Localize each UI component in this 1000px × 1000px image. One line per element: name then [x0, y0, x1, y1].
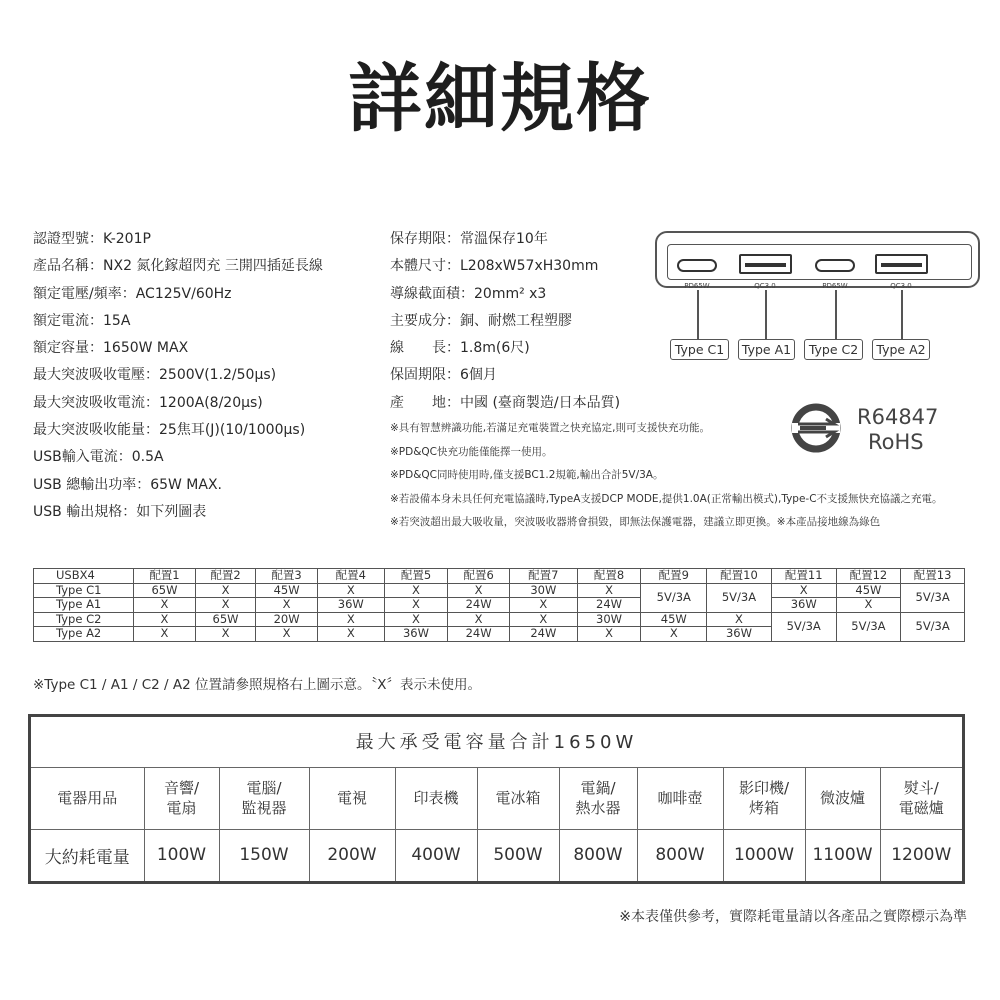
port-label: PD65W [822, 282, 848, 290]
appliance-cell: 電視 [309, 768, 395, 829]
column-header: 配置12 [836, 569, 901, 584]
port-label: QC3.0 [890, 282, 912, 290]
appliance-row [31, 768, 962, 829]
table-cell: X [317, 612, 384, 627]
usb-a2-port-icon [875, 254, 928, 274]
table-cell: 65W [195, 612, 256, 627]
table-row [34, 612, 965, 627]
table-cell: 5V/3A [771, 612, 836, 641]
column-header: 配置4 [317, 569, 384, 584]
table-cell: X [448, 583, 510, 598]
usb-config-table [33, 568, 965, 642]
spec-surge-voltage: 最大突波吸收電壓：2500V(1.2/50µs) [33, 367, 277, 384]
column-header: 配置5 [384, 569, 448, 584]
wattage-cell: 1200W [880, 829, 962, 881]
table-cell: 36W [771, 598, 836, 613]
usb-c2-port-icon [815, 259, 855, 272]
table-cell: 36W [707, 627, 772, 642]
table-corner: USBX4 [34, 569, 134, 584]
table-cell: X [134, 627, 196, 642]
power-consumption-table [31, 768, 962, 881]
type-a2-label: Type A2 [872, 339, 930, 360]
table-cell: 36W [317, 598, 384, 613]
spec-surge-current: 最大突波吸收電流：1200A(8/20µs) [33, 394, 263, 411]
table-cell: 45W [641, 612, 707, 627]
row-header: 電器用品 [31, 768, 144, 829]
spec-warranty: 保固期限：6個月 [390, 367, 497, 384]
table-cell: 24W [577, 598, 641, 613]
spec-usb-total-output: USB 總輸出功率：65W MAX. [33, 476, 222, 493]
wattage-cell: 500W [477, 829, 559, 881]
table-cell: X [195, 627, 256, 642]
column-header: 配置11 [771, 569, 836, 584]
column-header: 配置10 [707, 569, 772, 584]
row-header: 大約耗電量 [31, 829, 144, 881]
table-cell: 45W [836, 583, 901, 598]
spec-dimensions: 本體尺寸：L208xW57xH30mm [390, 258, 599, 275]
table-cell: 24W [448, 627, 510, 642]
table-cell: X [256, 627, 318, 642]
note-item: ※若設備本身未具任何充電協議時,TypeA支援DCP MODE,提供1.0A(正常輸出模式),Type-C不支援無快充協議之充電。 [390, 492, 943, 505]
table-header-row [34, 569, 965, 584]
port-label: QC3.0 [754, 282, 776, 290]
appliance-cell: 電冰箱 [477, 768, 559, 829]
table-cell: X [707, 612, 772, 627]
spec-material: 主要成分：銅、耐燃工程塑膠 [390, 312, 572, 329]
table-cell: X [195, 583, 256, 598]
table-cell: X [771, 583, 836, 598]
table-cell: X [134, 598, 196, 613]
appliance-cell: 音響/ 電扇 [144, 768, 219, 829]
table-cell: 5V/3A [707, 583, 772, 612]
note-item: ※PD&QC快充功能僅能擇一使用。 [390, 445, 553, 458]
row-header: Type A1 [34, 598, 134, 613]
config-table-note: ※Type C1 / A1 / C2 / A2 位置請參照規格右上圖示意。〝X〞表示未使用。 [33, 677, 481, 693]
table-cell: 24W [509, 627, 577, 642]
table-row [34, 598, 965, 613]
wattage-cell: 800W [637, 829, 723, 881]
table-cell: X [134, 612, 196, 627]
appliance-cell: 微波爐 [805, 768, 880, 829]
usb-a1-port-icon [739, 254, 792, 274]
type-c1-label: Type C1 [670, 339, 729, 360]
footer-note: ※本表僅供參考，實際耗電量請以各產品之實際標示為準 [619, 909, 967, 925]
spec-wire-section: 導線截面積：20mm² x3 [390, 285, 547, 302]
spec-capacity: 額定容量：1650W MAX [33, 340, 189, 357]
table-cell: 45W [256, 583, 318, 598]
table-cell: X [195, 598, 256, 613]
power-table-caption: 最大承受電容量合計1650W [31, 717, 962, 768]
wattage-row [31, 829, 962, 881]
table-cell: X [384, 583, 448, 598]
table-cell: X [384, 598, 448, 613]
table-cell: X [448, 612, 510, 627]
appliance-cell: 熨斗/ 電磁爐 [880, 768, 962, 829]
appliance-cell: 電鍋/ 熱水器 [559, 768, 637, 829]
usb-c1-port-icon [677, 259, 717, 272]
type-a1-label: Type A1 [738, 339, 795, 360]
spec-product-name: 產品名稱：NX2 氮化鎵超閃充 三開四插延長線 [33, 258, 323, 275]
table-cell: 30W [509, 583, 577, 598]
column-header: 配置1 [134, 569, 196, 584]
appliance-cell: 印表機 [395, 768, 477, 829]
table-cell: 24W [448, 598, 510, 613]
table-cell: X [384, 612, 448, 627]
table-cell: 20W [256, 612, 318, 627]
row-header: Type A2 [34, 627, 134, 642]
spec-current: 額定電流：15A [33, 312, 131, 329]
column-header: 配置7 [509, 569, 577, 584]
table-cell: X [509, 612, 577, 627]
spec-list-left [33, 226, 383, 526]
row-header: Type C2 [34, 612, 134, 627]
table-row [34, 583, 965, 598]
note-item: ※PD&QC同時使用時,僅支援BC1.2規範,輸出合計5V/3A。 [390, 469, 664, 481]
spec-usb-input: USB輸入電流：0.5A [33, 449, 164, 466]
spec-cord-length: 線 長：1.8m(6尺) [390, 340, 530, 357]
table-cell: X [577, 583, 641, 598]
bsmi-certification-icon [790, 402, 842, 454]
table-cell: 30W [577, 612, 641, 627]
spec-model: 認證型號：K-201P [33, 231, 151, 247]
column-header: 配置13 [901, 569, 965, 584]
connector-line [765, 290, 767, 339]
spec-origin: 產 地：中國 (臺商製造/日本品質) [390, 394, 621, 411]
column-header: 配置8 [577, 569, 641, 584]
wattage-cell: 100W [144, 829, 219, 881]
appliance-cell: 咖啡壺 [637, 768, 723, 829]
wattage-cell: 1000W [723, 829, 805, 881]
type-c2-label: Type C2 [804, 339, 863, 360]
page-title: 詳細規格 [348, 56, 652, 142]
power-table-frame [28, 714, 965, 884]
table-cell: 36W [384, 627, 448, 642]
wattage-cell: 1100W [805, 829, 880, 881]
table-cell: 5V/3A [901, 612, 965, 641]
spec-surge-energy: 最大突波吸收能量：25焦耳(J)(10/1000µs) [33, 422, 306, 439]
connector-line [697, 290, 699, 339]
wattage-cell: 200W [309, 829, 395, 881]
row-header: Type C1 [34, 583, 134, 598]
spec-shelf-life: 保存期限：常溫保存10年 [390, 231, 548, 247]
connector-line [835, 290, 837, 339]
table-cell: X [509, 598, 577, 613]
table-cell: X [836, 598, 901, 613]
table-cell: X [577, 627, 641, 642]
spec-list-right [390, 226, 690, 417]
rohs-label: RoHS [868, 430, 924, 454]
note-item: ※若突波超出最大吸收量，突波吸收器將會損毀，即無法保護電器，建議立即更換。※本產品接地線為綠色 [390, 516, 881, 528]
table-cell: 65W [134, 583, 196, 598]
column-header: 配置6 [448, 569, 510, 584]
appliance-cell: 影印機/ 烤箱 [723, 768, 805, 829]
port-label: PD65W [684, 282, 710, 290]
note-item: ※具有智慧辨識功能,若滿足充電裝置之快充協定,則可支援快充功能。 [390, 422, 710, 434]
wattage-cell: 400W [395, 829, 477, 881]
table-cell: X [256, 598, 318, 613]
connector-line [901, 290, 903, 339]
column-header: 配置2 [195, 569, 256, 584]
table-cell: 5V/3A [836, 612, 901, 641]
cert-code: R64847 [857, 405, 939, 429]
table-cell: X [641, 627, 707, 642]
wattage-cell: 150W [219, 829, 309, 881]
wattage-cell: 800W [559, 829, 637, 881]
spec-voltage: 額定電壓/頻率：AC125V/60Hz [33, 285, 232, 302]
appliance-cell: 電腦/ 監視器 [219, 768, 309, 829]
table-cell: 5V/3A [641, 583, 707, 612]
column-header: 配置3 [256, 569, 318, 584]
table-cell: X [317, 583, 384, 598]
spec-usb-output: USB 輸出規格：如下列圖表 [33, 503, 207, 520]
table-cell: 5V/3A [901, 583, 965, 612]
table-cell: X [317, 627, 384, 642]
column-header: 配置9 [641, 569, 707, 584]
